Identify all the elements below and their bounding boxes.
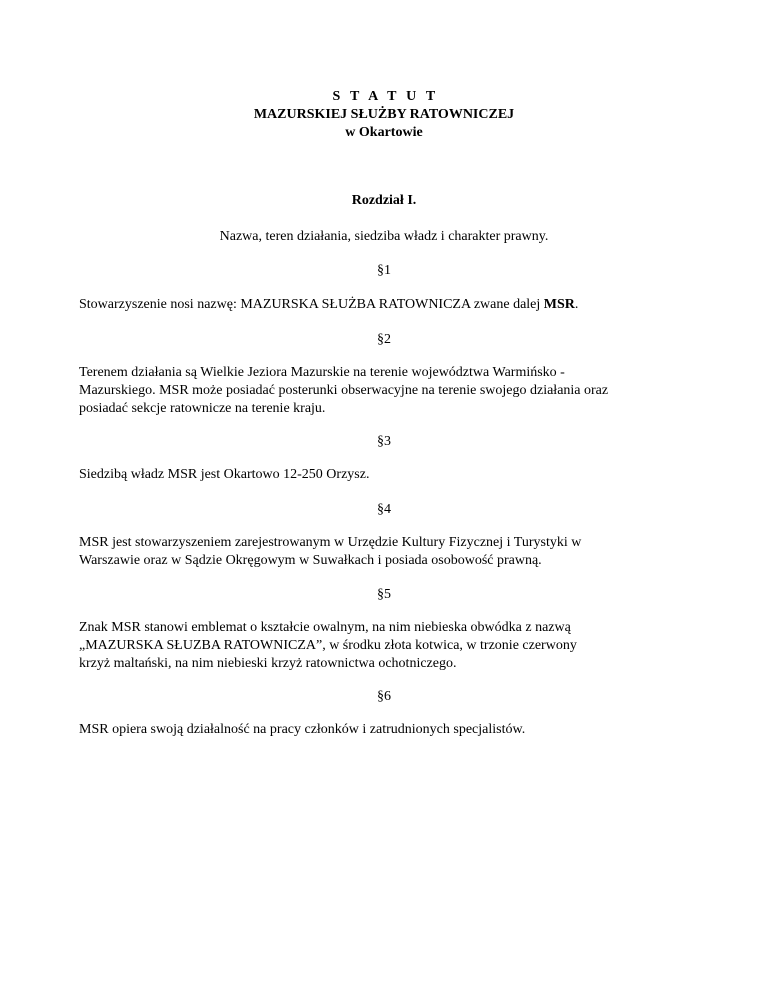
abbreviation-bold: MSR xyxy=(543,297,575,312)
section-number: §5 xyxy=(377,587,391,602)
paragraph-line: posiadać sekcje ratownicze na terenie kraju. xyxy=(79,401,326,416)
section-number: §1 xyxy=(377,263,391,278)
organization-name: MAZURSKIEJ SŁUŻBY RATOWNICZEJ xyxy=(253,107,515,122)
document-title: S T A T U T xyxy=(332,89,439,104)
section-number: §2 xyxy=(377,332,391,347)
section-number: §3 xyxy=(377,434,391,449)
paragraph-line: „MAZURSKA SŁUZBA RATOWNICZA”, w środku złota kotwica, w trzonie czerwony xyxy=(79,638,577,653)
chapter-heading: Rozdział I. xyxy=(351,193,417,208)
paragraph-text: Stowarzyszenie nosi nazwę: MAZURSKA SŁUŻBA RATOWNICZA zwane dalej xyxy=(79,297,544,312)
section-number: §6 xyxy=(377,689,391,704)
section-paragraph xyxy=(79,296,689,314)
organization-location: w Okartowie xyxy=(345,125,423,140)
paragraph-text: . xyxy=(574,297,579,312)
paragraph-line: MSR jest stowarzyszeniem zarejestrowanym w Urzędzie Kultury Fizycznej i Turystyki w xyxy=(79,535,582,550)
paragraph-line: krzyż maltański, na nim niebieski krzyż ratownictwa ochotniczego. xyxy=(79,656,457,671)
section-number: §4 xyxy=(377,502,391,517)
paragraph-line: Terenem działania są Wielkie Jeziora Mazurskie na terenie województwa Warmińsko - xyxy=(79,365,565,380)
paragraph-line: Siedzibą władz MSR jest Okartowo 12-250 Orzysz. xyxy=(79,467,370,482)
document-title-block xyxy=(0,88,768,142)
chapter-subtitle: Nazwa, teren działania, siedziba władz i charakter prawny. xyxy=(219,229,549,244)
section-paragraph xyxy=(79,364,689,418)
section-paragraph xyxy=(79,619,689,673)
paragraph-line: MSR opiera swoją działalność na pracy członków i zatrudnionych specjalistów. xyxy=(79,722,526,737)
paragraph-line xyxy=(79,296,689,314)
section-paragraph xyxy=(79,534,689,570)
section-paragraph xyxy=(79,721,689,739)
paragraph-line: Znak MSR stanowi emblemat o kształcie owalnym, na nim niebieska obwódka z nazwą xyxy=(79,620,571,635)
paragraph-line: Mazurskiego. MSR może posiadać posterunki obserwacyjne na terenie swojego działania oraz xyxy=(79,383,609,398)
paragraph-line: Warszawie oraz w Sądzie Okręgowym w Suwałkach i posiada osobowość prawną. xyxy=(79,553,542,568)
section-paragraph xyxy=(79,466,689,484)
